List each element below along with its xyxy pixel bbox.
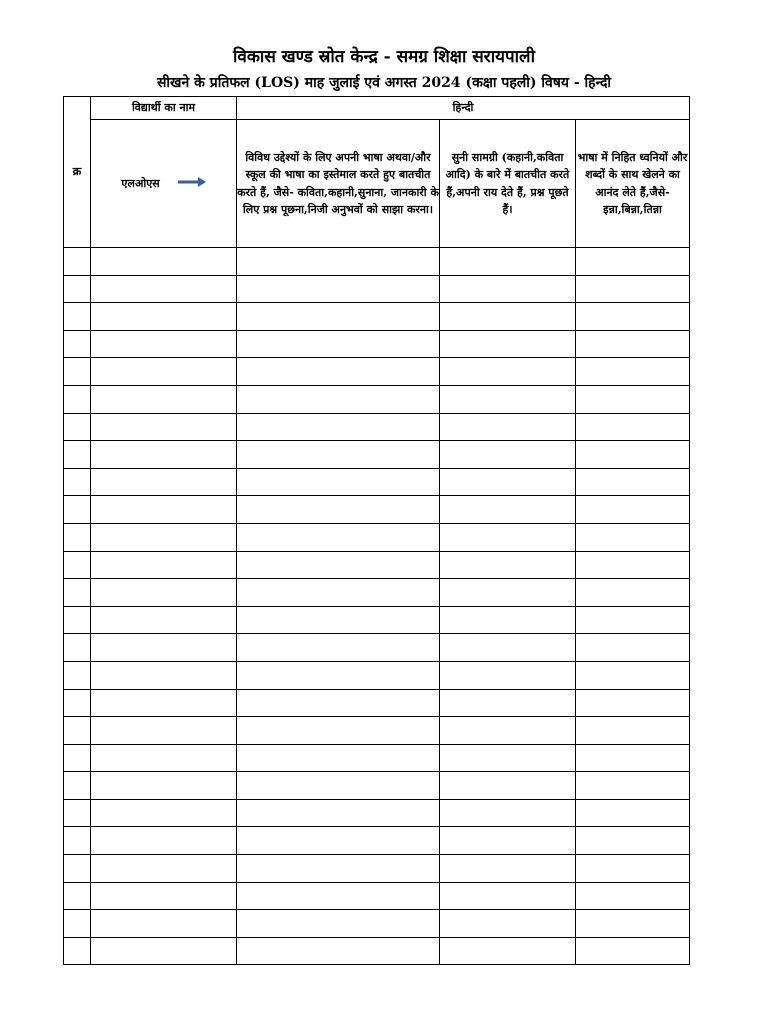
outcome-2-cell [440,579,576,607]
serial-cell [64,413,91,441]
serial-cell [64,248,91,276]
outcome-1-cell [237,496,440,524]
page-title: विकास खण्ड स्रोत केन्द्र - समग्र शिक्षा सरायपाली [233,47,535,67]
table-row [64,275,690,303]
serial-cell [64,551,91,579]
student-name-cell [91,468,237,496]
outcome-3-cell [576,661,690,689]
table-row [64,661,690,689]
outcome-3-cell [576,634,690,662]
outcome-2-cell [440,606,576,634]
outcome-1-cell [237,413,440,441]
serial-cell [64,717,91,745]
outcome-1-cell [237,799,440,827]
outcome-3-cell [576,413,690,441]
outcome-2-cell [440,330,576,358]
outcome-1-cell [237,827,440,855]
serial-cell [64,827,91,855]
outcome-3-cell [576,523,690,551]
serial-cell [64,606,91,634]
outcome-1-cell [237,330,440,358]
student-name-cell [91,551,237,579]
outcome-2-cell [440,496,576,524]
table-row [64,827,690,855]
table-row [64,799,690,827]
student-name-cell [91,606,237,634]
outcome-1-cell [237,551,440,579]
serial-cell [64,303,91,331]
page-subtitle: सीखने के प्रतिफल (LOS) माह जुलाई एवं अगस्त 2024 (कक्षा पहली) विषय - हिन्दी [156,75,612,91]
serial-cell [64,275,91,303]
table-row [64,551,690,579]
outcome-3-cell [576,496,690,524]
serial-cell [64,910,91,938]
serial-cell [64,799,91,827]
outcome-1-cell [237,303,440,331]
serial-cell [64,579,91,607]
student-name-cell [91,744,237,772]
serial-cell [64,523,91,551]
student-name-cell [91,358,237,386]
outcome-2-cell [440,910,576,938]
outcome-1-cell [237,882,440,910]
outcome-1-cell [237,358,440,386]
table-row [64,634,690,662]
outcome-1-cell [237,275,440,303]
student-name-cell [91,413,237,441]
outcome-1-cell [237,937,440,965]
outcome-2-cell [440,634,576,662]
student-name-cell [91,910,237,938]
table-row [64,717,690,745]
table-row [64,303,690,331]
table-row [64,689,690,717]
student-name-cell [91,882,237,910]
outcome-1-cell [237,689,440,717]
outcome-2-cell [440,468,576,496]
outcome-3-cell [576,717,690,745]
table-row [64,855,690,883]
outcome-3-cell [576,744,690,772]
serial-cell [64,855,91,883]
outcome-1-cell [237,744,440,772]
table-row [64,523,690,551]
table-row [64,606,690,634]
table-row [64,441,690,469]
student-name-cell [91,717,237,745]
student-name-cell [91,523,237,551]
student-name-cell [91,441,237,469]
outcome-1-cell [237,468,440,496]
outcome-3-cell [576,468,690,496]
table-row [64,496,690,524]
outcome-2-cell [440,827,576,855]
los-table [63,96,690,965]
outcome-3-cell [576,937,690,965]
outcome-3-cell [576,772,690,800]
outcome-3-cell [576,799,690,827]
header-row-top [64,97,690,120]
outcome-1-cell [237,634,440,662]
outcome-3-cell [576,303,690,331]
table-row [64,330,690,358]
table-row [64,744,690,772]
student-name-cell [91,330,237,358]
table-row [64,385,690,413]
student-name-cell [91,689,237,717]
outcome-3-cell [576,330,690,358]
serial-cell [64,744,91,772]
outcome-3-cell [576,441,690,469]
subject-header: हिन्दी [237,97,690,120]
outcome-1-cell [237,855,440,883]
student-name-cell [91,579,237,607]
outcome-2-cell [440,275,576,303]
serial-cell [64,358,91,386]
outcome-1-cell [237,606,440,634]
outcome-2-cell [440,799,576,827]
outcome-2-cell [440,523,576,551]
student-name-cell [91,634,237,662]
outcome-3-cell [576,689,690,717]
outcome-3: भाषा में निहित ध्वनियों और शब्दों के साथ खेलने का आनंद लेते हैं,जैसे- इन्ना,बिन्ना,तिन्ना [576,120,690,248]
outcome-2-cell [440,303,576,331]
outcome-3-cell [576,827,690,855]
table-row [64,413,690,441]
outcome-3-cell [576,248,690,276]
student-name-cell [91,275,237,303]
header-row-outcomes [64,120,690,248]
outcome-2-cell [440,248,576,276]
serial-cell [64,496,91,524]
student-name-cell [91,248,237,276]
serial-cell [64,689,91,717]
outcome-1-cell [237,717,440,745]
outcome-3-cell [576,855,690,883]
outcome-1-cell [237,248,440,276]
serial-cell [64,937,91,965]
serial-cell [64,661,91,689]
outcome-1-cell [237,523,440,551]
outcome-2-cell [440,689,576,717]
table-row [64,358,690,386]
serial-header: क्र [64,97,91,248]
serial-cell [64,385,91,413]
table-row [64,910,690,938]
student-name-cell [91,772,237,800]
student-name-cell [91,827,237,855]
serial-cell [64,882,91,910]
outcome-2-cell [440,413,576,441]
outcome-1-cell [237,441,440,469]
outcome-2-cell [440,882,576,910]
student-name-cell [91,937,237,965]
student-name-header: विद्यार्थी का नाम [91,97,237,120]
student-name-cell [91,303,237,331]
outcome-1: विविध उद्देश्यों के लिए अपनी भाषा अथवा/और स्कूल की भाषा का इस्तेमाल करते हुए बातचीत करते हैं, जैसे- कविता,कहानी,सुनाना, जानकारी के लिए प्रश्न पूछना,निजी अनुभवों को साझा करना। [237,120,440,248]
table-row [64,772,690,800]
outcome-2-cell [440,717,576,745]
outcome-1-cell [237,579,440,607]
table-row [64,579,690,607]
outcome-3-cell [576,882,690,910]
outcome-2-cell [440,772,576,800]
right-arrow-icon [178,175,206,192]
outcome-1-cell [237,385,440,413]
outcome-3-cell [576,551,690,579]
student-name-cell [91,661,237,689]
outcome-1-cell [237,772,440,800]
outcome-3-cell [576,275,690,303]
outcome-3-cell [576,910,690,938]
table-row [64,248,690,276]
serial-cell [64,441,91,469]
outcome-3-cell [576,579,690,607]
serial-cell [64,772,91,800]
los-label: एलओएस [121,176,160,190]
outcome-2-cell [440,744,576,772]
outcome-1-cell [237,910,440,938]
table-row [64,937,690,965]
outcome-2-cell [440,661,576,689]
serial-cell [64,330,91,358]
outcome-3-cell [576,385,690,413]
table-row [64,468,690,496]
los-label-cell [91,120,237,248]
student-name-cell [91,799,237,827]
outcome-1-cell [237,661,440,689]
outcome-3-cell [576,358,690,386]
serial-cell [64,468,91,496]
serial-cell [64,634,91,662]
student-name-cell [91,855,237,883]
student-name-cell [91,385,237,413]
outcome-3-cell [576,606,690,634]
outcome-2-cell [440,551,576,579]
table-row [64,882,690,910]
outcome-2: सुनी सामग्री (कहानी,कविता आदि) के बारे में बातचीत करते हैं,अपनी राय देते हैं, प्रश्न पूछते हैं। [440,120,576,248]
outcome-2-cell [440,358,576,386]
outcome-2-cell [440,441,576,469]
student-name-cell [91,496,237,524]
outcome-2-cell [440,385,576,413]
outcome-2-cell [440,937,576,965]
outcome-2-cell [440,855,576,883]
